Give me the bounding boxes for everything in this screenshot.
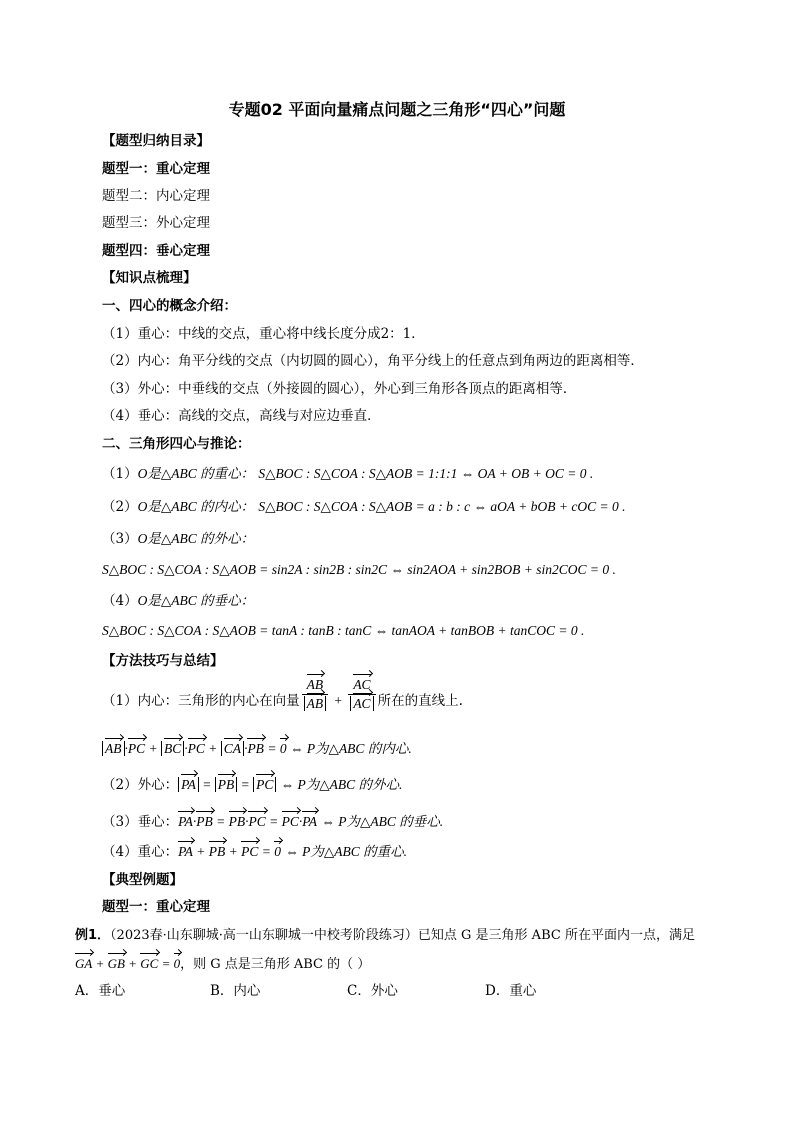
rule-2-prefix: （2） bbox=[102, 499, 138, 515]
method-1-formula: AB ·PC + BC ·PC + CA ·PB = 0 ⇔ P为△ABC 的内心. bbox=[102, 740, 412, 758]
rule-1 bbox=[102, 465, 593, 483]
concept-2: （2）内心：角平分线的交点（内切圆的圆心），角平分线上的任意点到角两边的距离相等． bbox=[102, 353, 644, 369]
concept-1: （1）重心：中线的交点，重心将中线长度分成2：1． bbox=[102, 326, 425, 342]
method-4-label: （4）重心： bbox=[102, 844, 179, 860]
toc-item-3: 题型三：外心定理 bbox=[102, 215, 210, 231]
methods-heading: 【方法技巧与总结】 bbox=[102, 653, 224, 669]
rule-3-prefix: （3） bbox=[102, 531, 138, 547]
method-1-text-b: 所在的直线上. bbox=[377, 693, 463, 709]
toc-item-4: 题型四：垂心定理 bbox=[102, 243, 210, 259]
example-1-line2: GA + GB + GC = 0，则 G 点是三角形 ABC 的（ ） bbox=[75, 956, 371, 972]
rule-4-formula: S△BOC : S△COA : S△AOB = tanA : tanB : tanC ⇔ tanAOA + tanBOB + tanCOC = 0 . bbox=[102, 623, 585, 638]
example-1-label: 例1． bbox=[75, 928, 111, 943]
page-title: 专题02 平面向量痛点问题之三角形“四心”问题 bbox=[228, 100, 566, 119]
method-4-tail: ⇔ P为△ABC 的重心. bbox=[285, 844, 408, 859]
rule-3-text: O是△ABC 的外心： bbox=[137, 531, 255, 546]
method-1-tail: ⇔ P为△ABC 的内心. bbox=[289, 741, 412, 756]
toc-heading: 【题型归纳目录】 bbox=[102, 133, 210, 149]
toc-item-1: 题型一：重心定理 bbox=[102, 161, 210, 177]
examples-heading: 【典型例题】 bbox=[102, 872, 183, 888]
rule-4-label bbox=[102, 592, 254, 610]
rule-2 bbox=[102, 498, 625, 516]
method-2-tail: ⇔ P为△ABC 的外心. bbox=[280, 777, 403, 792]
example-type-1: 题型一：重心定理 bbox=[102, 899, 210, 915]
method-3: （3）垂心：PA·PB = PB·PC = PC·PA ⇔ P为△ABC 的垂心. bbox=[102, 814, 444, 830]
fraction-ab: $\frac{AB}{AB}$ bbox=[302, 676, 329, 713]
example-1-text: （2023春·山东聊城·高一山东聊城一中校考阶段练习）已知点 G 是三角形 ABC 所在平面内一点，满足 bbox=[110, 928, 695, 943]
rule-3-label bbox=[102, 530, 254, 548]
method-3-tail: ⇔ P为△ABC 的垂心. bbox=[321, 814, 444, 829]
rule-1-prefix: （1） bbox=[102, 466, 138, 482]
rule-4-text: O是△ABC 的垂心： bbox=[137, 593, 255, 608]
option-c: C．外心 bbox=[347, 983, 398, 999]
knowledge-heading: 【知识点梳理】 bbox=[102, 270, 197, 286]
toc-item-2: 题型二：内心定理 bbox=[102, 188, 210, 204]
rule-2-formula: S△BOC : S△COA : S△AOB = a : b : c ⇔ aOA + bOB + cOC = 0 . bbox=[258, 499, 626, 514]
concept-4: （4）垂心：高线的交点，高线与对应边垂直． bbox=[102, 408, 381, 424]
option-d: D．重心 bbox=[485, 983, 537, 999]
option-a: A．垂心 bbox=[75, 983, 126, 999]
section1-title: 一、四心的概念介绍： bbox=[102, 298, 237, 314]
rule-2-text: O是△ABC 的内心： bbox=[137, 499, 255, 514]
method-1: （1）内心：三角形的内心在向量 $\frac{AB}{AB}$ + $\frac{AC}{AC}$ 所在的直线上. bbox=[102, 677, 463, 711]
rule-1-text: O是△ABC 的重心： bbox=[137, 466, 255, 481]
method-3-label: （3）垂心： bbox=[102, 814, 179, 830]
rule-3-formula: S△BOC : S△COA : S△AOB = sin2A : sin2B : sin2C ⇔ sin2AOA + sin2BOB + sin2COC = 0 . bbox=[102, 562, 616, 577]
concept-3: （3）外心：中垂线的交点（外接圆的圆心），外心到三角形各顶点的距离相等． bbox=[102, 381, 577, 397]
rule-4-prefix: （4） bbox=[102, 593, 138, 609]
method-1-text-a: （1）内心：三角形的内心在向量 bbox=[102, 693, 300, 709]
example-1-text2: ，则 G 点是三角形 ABC 的（ ） bbox=[180, 957, 371, 972]
method-4: （4）重心：PA + PB + PC = 0 ⇔ P为△ABC 的重心. bbox=[102, 844, 408, 860]
section2-title: 二、三角形四心与推论： bbox=[102, 436, 251, 452]
example-1 bbox=[75, 927, 695, 945]
fraction-ac: $\frac{AC}{AC}$ bbox=[348, 676, 375, 713]
rule-1-formula: S△BOC : S△COA : S△AOB = 1:1:1 ⇔ OA + OB + OC = 0 . bbox=[258, 466, 594, 481]
option-b: B．内心 bbox=[210, 983, 261, 999]
method-2: （2）外心： PA = PB = PC ⇔ P为△ABC 的外心. bbox=[102, 777, 403, 793]
method-2-label: （2）外心： bbox=[102, 777, 179, 793]
